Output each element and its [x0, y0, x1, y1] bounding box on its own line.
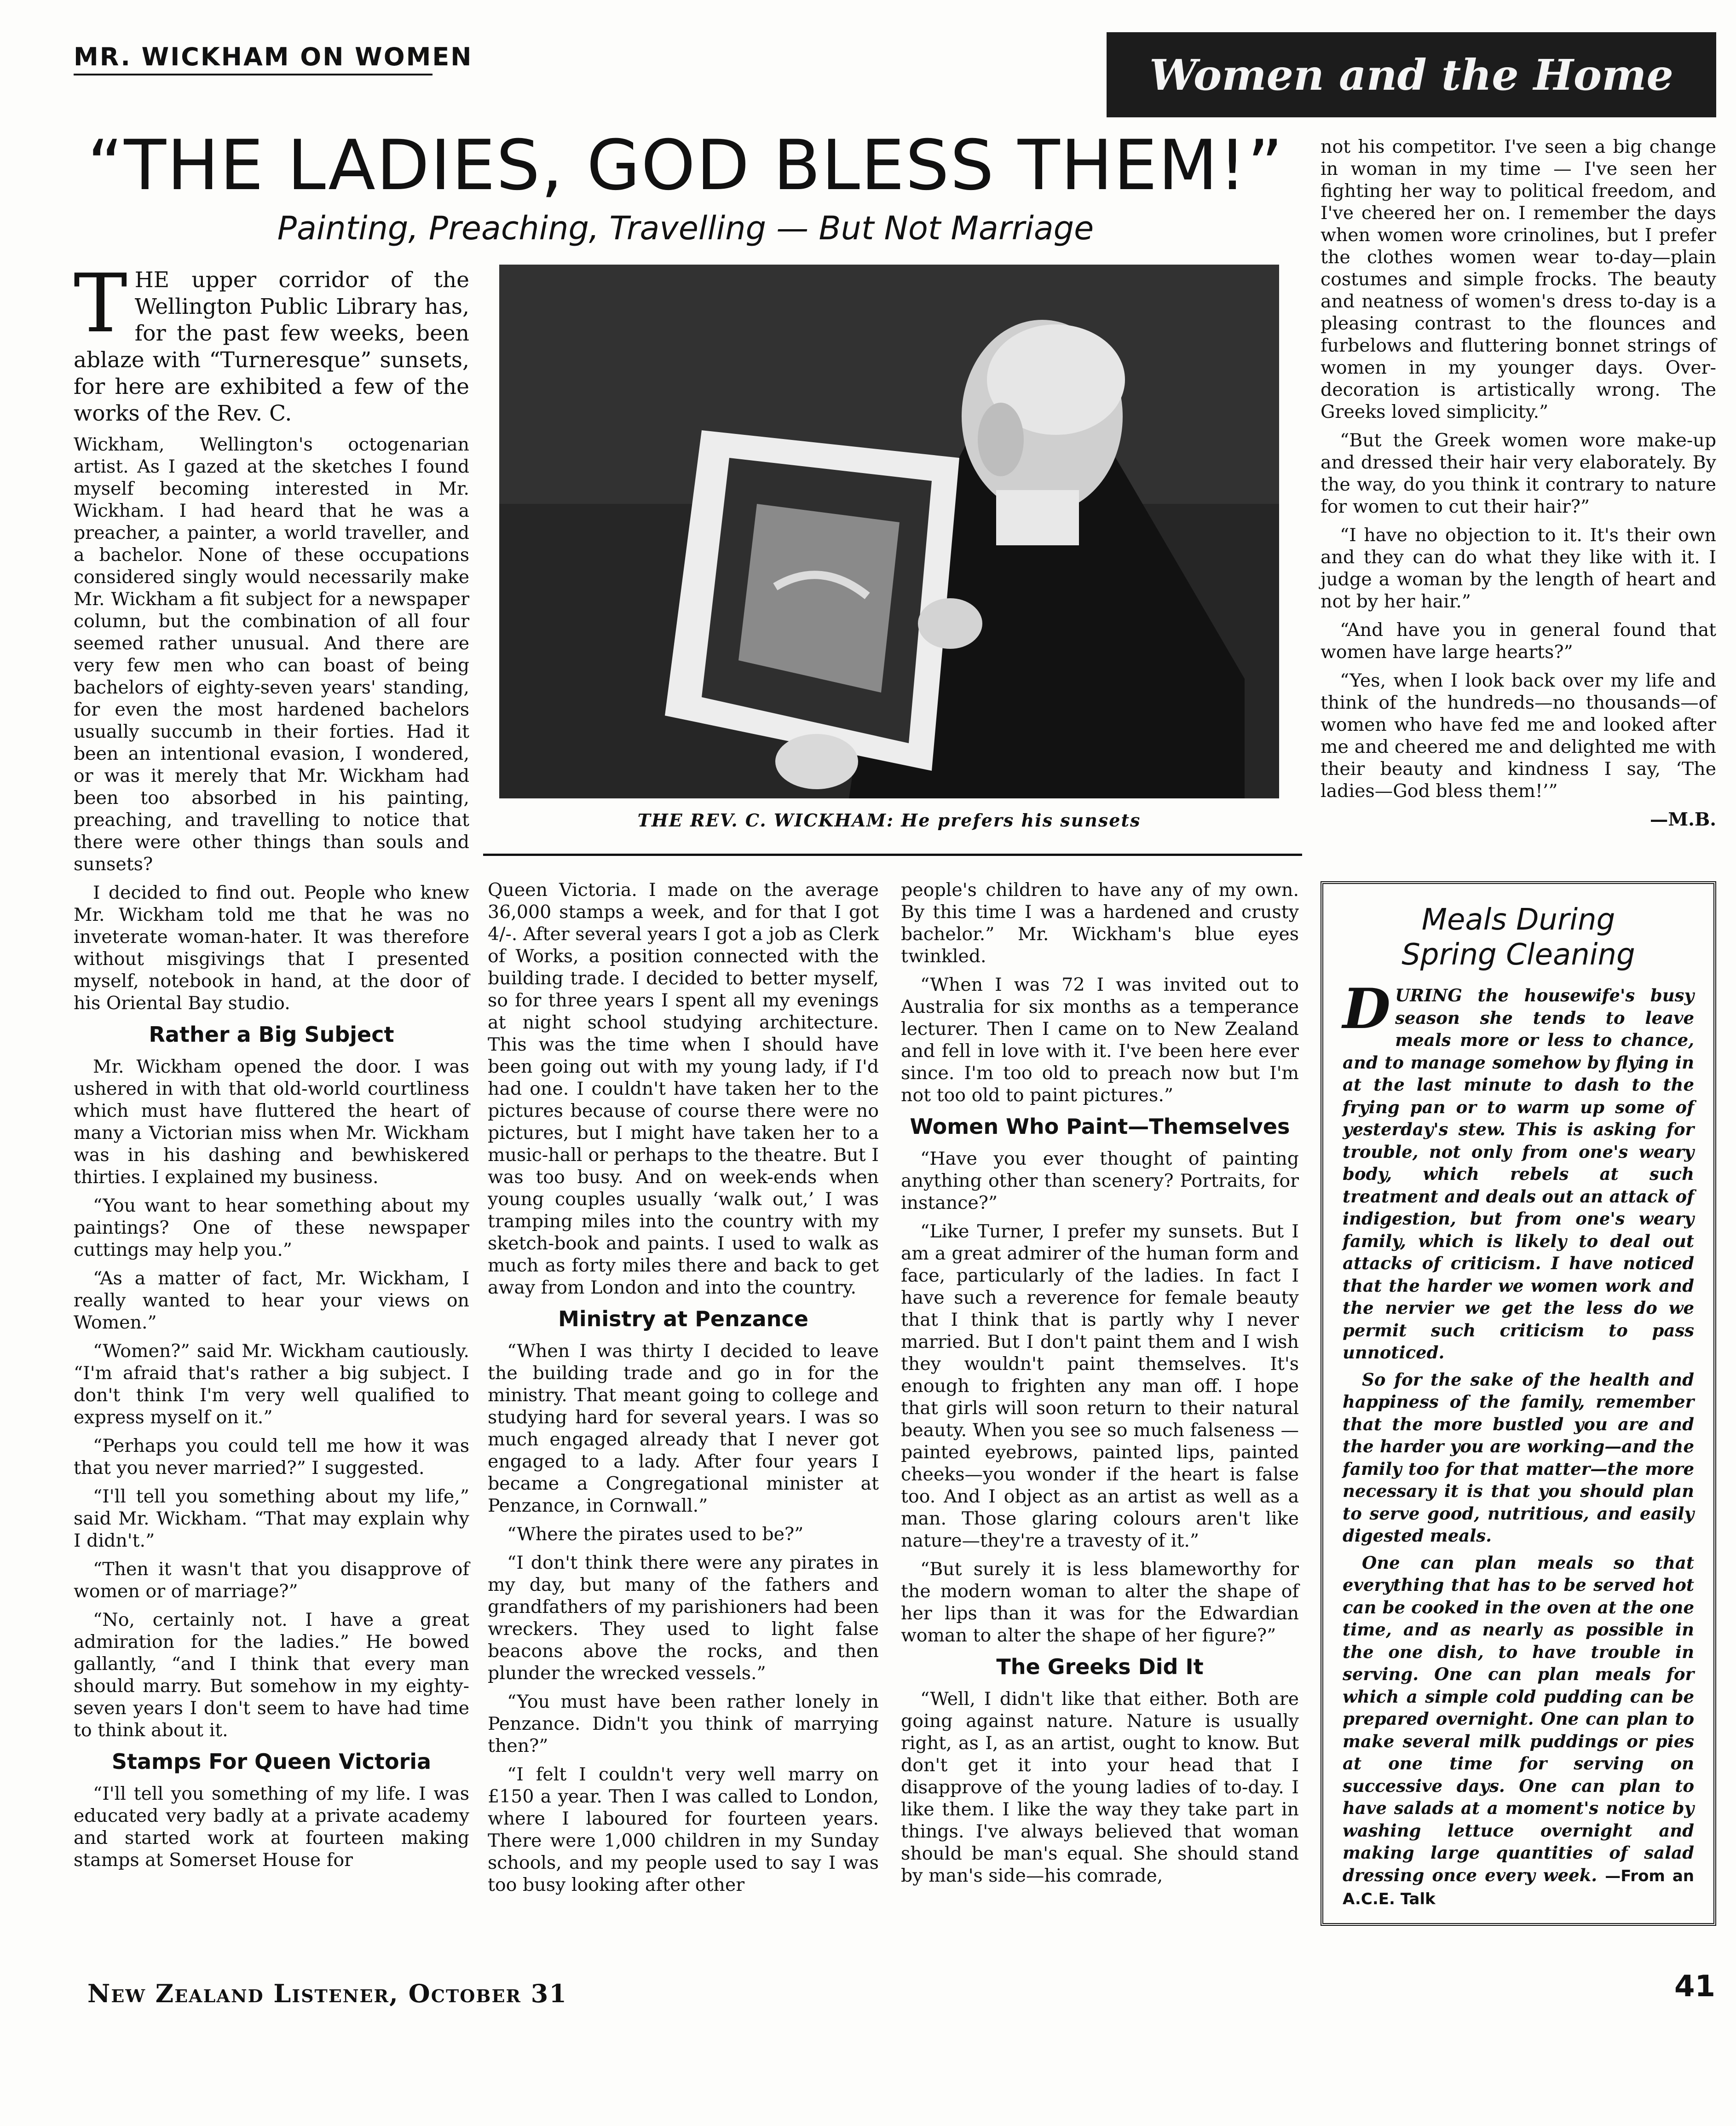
sidebar-paragraph: So for the sake of the health and happiness of the family, remember that the more bustled you are and the harder you are working—and the family too for that matter—the more necessary it is that you should plan to serve good, nutritious, and easily digested meals. — [1343, 1369, 1694, 1546]
sidebar-title-line-2: Spring Cleaning — [1401, 938, 1635, 972]
column-2 — [488, 879, 879, 1902]
paragraph: “Like Turner, I prefer my sunsets. But I am a great admirer of the human form and face, particularly of the ladies. In fact I have such a reverence for female beauty that I think that is partly why I never married. But I don't paint them and I wish they wouldn't paint themselves. It's enough to frighten any man off. I hope that girls will soon return to their natural beauty. When you see so much falseness — painted eyebrows, painted lips, painted cheeks—you wonder if the heart is false too. And I object as an artist as well as a man. Those glaring colours aren't like nature—they're a travesty of it.” — [901, 1221, 1299, 1551]
subheading-greeks: The Greeks Did It — [996, 1654, 1204, 1679]
column-3 — [901, 879, 1299, 1893]
page-number: 41 — [1674, 1970, 1715, 2004]
column-4 — [1321, 136, 1716, 831]
paragraph: “As a matter of fact, Mr. Wickham, I really wanted to hear your views on Women.” — [74, 1268, 469, 1333]
photo-caption: THE REV. C. WICKHAM: He prefers his sunsets — [637, 810, 1141, 831]
paragraph: Mr. Wickham opened the door. I was ushered in with that old-world courtliness which must have fluttered the heart of many a Victorian miss when Mr. Wickham was in his dashing and bewhiskered thirties. I explained my business. — [74, 1056, 469, 1188]
sidebar-box — [1321, 881, 1716, 1926]
publication-footer: New Zealand Listener, October 31 — [87, 1979, 567, 2008]
sidebar-lead-text: URING the housewife's busy season she tends to leave meals more or less to chance, and to manage somehow by flying in at the last minute to dash to the frying pan or to warm up some of yesterday's stew. This is asking for trouble, not only from one's weary body, which rebels at such treatment and deals out an attack of indigestion, but from one's weary family, which is likely to deal out attacks of criticism. I have noticed that the harder we women work and the nervier we get the less do we permit such criticism to pass unnoticed. — [1343, 985, 1694, 1363]
paragraph: “Yes, when I look back over my life and think of the hundreds—no thousands—of women who have fed me and looked after me and cheered me and delighted me with their beauty and kindness I say, ‘The ladies—God bless them!’” — [1321, 670, 1716, 802]
portrait-photo-illustration — [499, 265, 1279, 798]
kicker-underline — [74, 74, 433, 75]
paragraph: “You must have been rather lonely in Penzance. Didn't you think of marrying then?” — [488, 1691, 879, 1756]
photo-divider — [483, 854, 1302, 856]
paragraph: “When I was 72 I was invited out to Australia for six months as a temperance lecturer. Then I came on to New Zealand and fell in love with it. I've been here ever since. I'm too old to preach now but I'm not too old to paint pictures.” — [901, 974, 1299, 1106]
subheading-rather-a-big-subject: Rather a Big Subject — [149, 1022, 394, 1047]
paragraph: “But surely it is less blameworthy for the modern woman to alter the shape of her lips than it was for the Edwardian woman to alter the shape of her figure?” — [901, 1559, 1299, 1646]
sidebar-drop-cap: D — [1343, 976, 1391, 1041]
paragraph: “I'll tell you something about my life,” said Mr. Wickham. “That may explain why I didn't.” — [74, 1486, 469, 1551]
paragraph: “You want to hear something about my paintings? One of these newspaper cuttings may help you.” — [74, 1195, 469, 1260]
paragraph: “When I was thirty I decided to leave the building trade and go in for the ministry. That meant going to college and studying hard for several years. I was so much engaged already that I never got engaged to a lady. After four years I became a Congregational minister at Penzance, in Cornwall.” — [488, 1340, 879, 1516]
paragraph: “I felt I couldn't very well marry on £150 a year. Then I was called to London, where I laboured for fourteen years. There were 1,000 children in my Sunday schools, and my people used to say I was too busy looking after other — [488, 1764, 879, 1895]
lead-paragraph — [74, 257, 469, 427]
sidebar-paragraph — [1343, 1552, 1694, 1911]
paragraph: not his competitor. I've seen a big change in woman in my time — I've seen her fighting her way to political freedom, and I've cheered her on. I remember the days when women wore crinolines, but I prefer the clothes women wear to-day—plain costumes and simple frocks. The beauty and neatness of women's dress to-day is a pleasing contrast to the flounces and furbelows and fluttering bonnet strings of women in my younger days. Over-decoration is artistically wrong. The Greeks loved simplicity.” — [1321, 136, 1716, 422]
paragraph: “And have you in general found that women have large hearts?” — [1321, 619, 1716, 663]
paragraph: Queen Victoria. I made on the average 36,000 stamps a week, and for that I got 4/-. After several years I got a job as Clerk of Works, a position connected with the building trade. I decided to better myself, so for three years I spent all my evenings at night school studying architecture. This was the time when I should have been going out with my young lady, if I'd had one. I couldn't have taken her to the pictures because of course there were no pictures, but I might have taken her to a music-hall or perhaps to the theatre. But I was too busy. And on week-ends when young couples usually ‘walk out,’ I was tramping miles into the country with my sketch-book and paints. I used to walk as much as forty miles there and back to get away from London and into the country. — [488, 879, 879, 1298]
paragraph: “Have you ever thought of painting anything other than scenery? Portraits, for instance?” — [901, 1148, 1299, 1213]
sidebar-title — [1343, 902, 1694, 972]
sidebar-paragraph-text: One can plan meals so that everything that has to be served hot can be cooked in the oven at the one time, and as nearly as possible in the one dish, to have trouble in serving. One can plan meals for which a simple cold pudding can be prepared overnight. One can plan to make several milk puddings or pies at one time for serving on successive days. One can plan to have salads at a moment's notice by washing lettuce overnight and making large quantities of salad dressing once every week. — [1343, 1552, 1694, 1885]
drop-cap: T — [74, 257, 127, 351]
section-title: Women and the Home — [1149, 50, 1673, 100]
lead-text: HE upper corridor of the Wellington Public Library has, for the past few weeks, been ablaze with “Turneresque” sunsets, for here are exhibited a few of the works of the Rev. C. — [74, 267, 469, 426]
paragraph: “Perhaps you could tell me how it was that you never married?” I suggested. — [74, 1435, 469, 1479]
column-1 — [74, 257, 469, 1878]
paragraph: “I'll tell you something of my life. I was educated very badly at a private academy and started work at fourteen making stamps at Somerset House for — [74, 1783, 469, 1871]
subheadline: Painting, Preaching, Travelling — But Not Marriage — [277, 209, 1094, 247]
paragraph: I decided to find out. People who knew Mr. Wickham told me that he was no inveterate woman-hater. It was therefore without misgivings that I presented myself, notebook in hand, at the door of his Oriental Bay studio. — [74, 882, 469, 1014]
paragraph: “No, certainly not. I have a great admiration for the ladies.” He bowed gallantly, “and I think that every man should marry. But somehow in my eighty-seven years I don't seem to have had time to think about it. — [74, 1609, 469, 1741]
paragraph: “I don't think there were any pirates in my day, but many of the fathers and grandfathers of my parishioners had been wreckers. They used to light false beacons above the rocks, and then plunder the wrecked vessels.” — [488, 1552, 879, 1684]
sidebar-paragraph — [1343, 976, 1694, 1364]
paragraph: “But the Greek women wore make-up and dressed their hair very elaborately. By the way, do you think it contrary to nature for women to cut their hair?” — [1321, 430, 1716, 517]
subheading-ministry: Ministry at Penzance — [558, 1306, 808, 1331]
paragraph: people's children to have any of my own. By this time I was a hardened and crusty bachelor.” Mr. Wickham's blue eyes twinkled. — [901, 879, 1299, 967]
portrait-photo — [499, 265, 1279, 798]
sidebar-text — [1343, 976, 1694, 1911]
paragraph: Wickham, Wellington's octogenarian artist. As I gazed at the sketches I found myself becoming interested in Mr. Wickham. I had heard that he was a preacher, a painter, a world traveller, and a bachelor. None of these occupations considered singly would necessarily make Mr. Wickham a fit subject for a newspaper column, but the combination of all four seemed rather unusual. And there are very few men who can boast of being bachelors of eighty-seven years' standing, for even the most hardened bachelors usually succumb in their forties. Had it been an intentional evasion, I wondered, or was it merely that Mr. Wickham had been too absorbed in his painting, preaching, and travelling to notice that there were other things than souls and sunsets? — [74, 434, 469, 875]
paragraph: “I have no objection to it. It's their own and they can do what they like with it. I judge a woman by the length of heart and not by her hair.” — [1321, 525, 1716, 612]
author-signature: —M.B. — [1649, 809, 1716, 830]
article-kicker: MR. WICKHAM ON WOMEN — [74, 42, 473, 71]
headline: “THE LADIES, GOD BLESS THEM!” — [87, 126, 1284, 206]
subheading-stamps: Stamps For Queen Victoria — [111, 1749, 432, 1774]
paragraph: “Where the pirates used to be?” — [507, 1524, 804, 1545]
paragraph: “Women?” said Mr. Wickham cautiously. “I'm afraid that's rather a big subject. I don't think I'm very well qualified to express myself on it.” — [74, 1340, 469, 1428]
paragraph: “Well, I didn't like that either. Both are going against nature. Nature is usually right, as I, as an artist, ought to know. But don't get it into your head that I disapprove of the young ladies of to-day. I like them. I like the way they take part in things. I've always believed that woman should be man's equal. She should stand by man's side—his comrade, — [901, 1688, 1299, 1886]
section-banner — [1107, 32, 1716, 117]
sidebar-credit: —From an A.C.E. Talk — [1343, 1866, 1694, 1908]
subheading-women-who-paint: Women Who Paint—Themselves — [910, 1114, 1290, 1139]
sidebar-title-line-1: Meals During — [1421, 903, 1615, 937]
paragraph: “Then it wasn't that you disapprove of women or of marriage?” — [74, 1559, 469, 1602]
